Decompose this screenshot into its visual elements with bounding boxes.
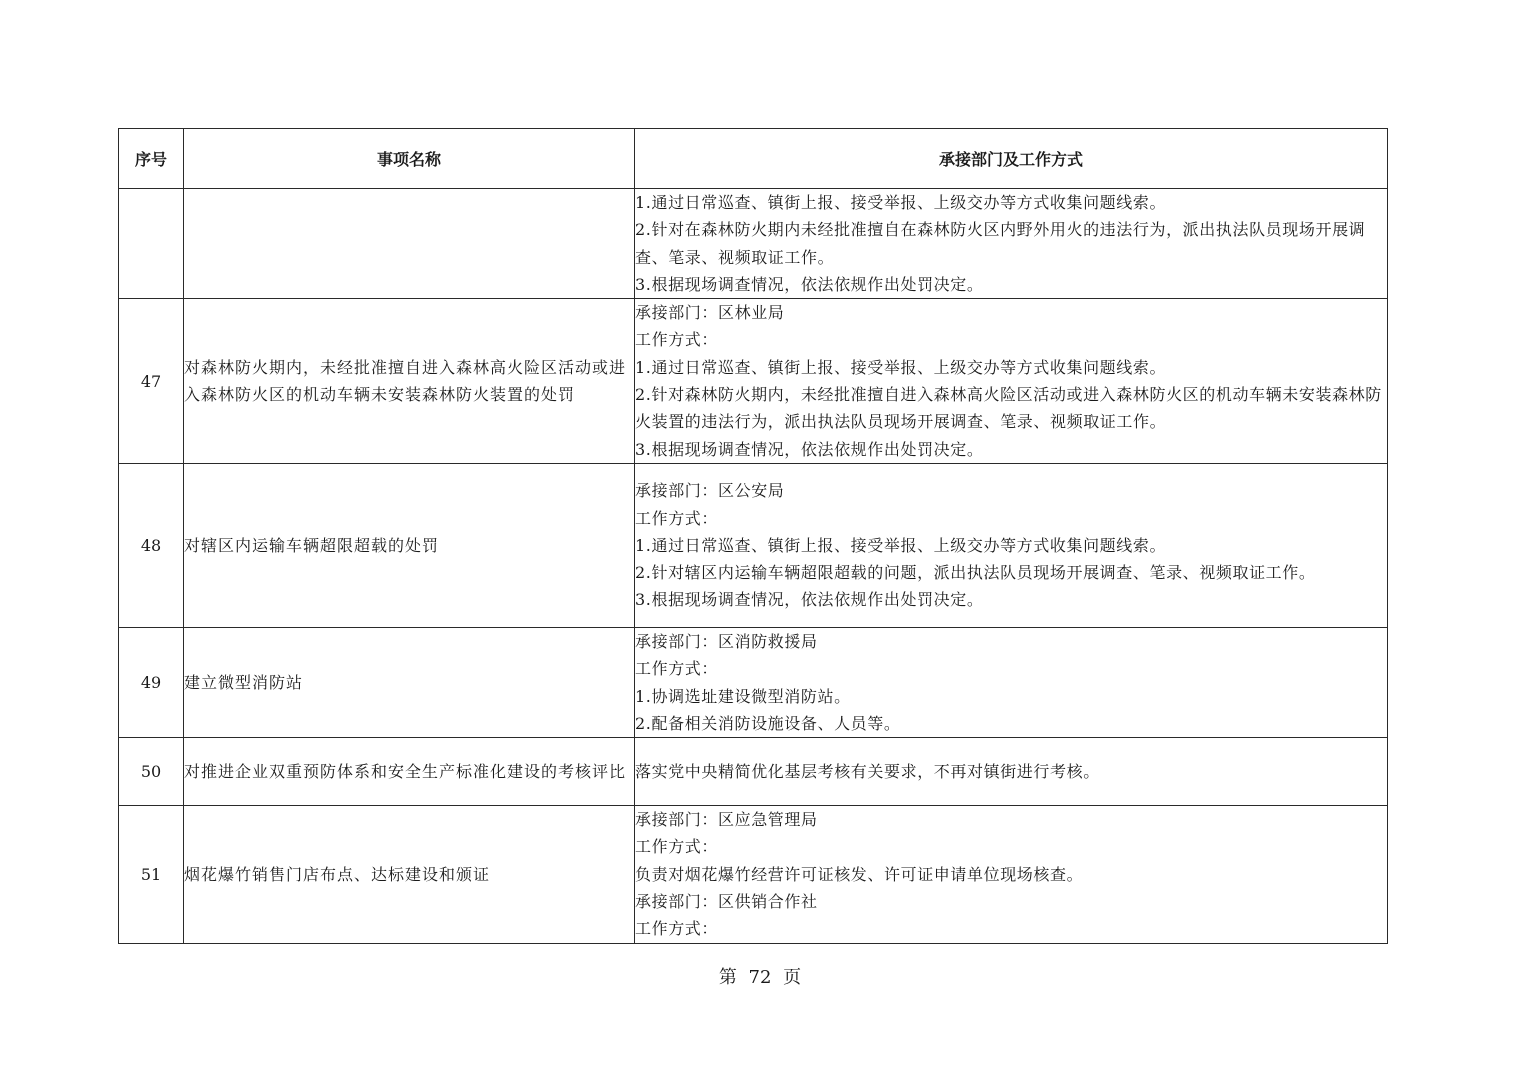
method-line: 1.通过日常巡查、镇街上报、接受举报、上级交办等方式收集问题线索。	[635, 193, 1167, 212]
table-row	[119, 627, 1388, 737]
row-name: 对辖区内运输车辆超限超载的处罚	[184, 463, 635, 627]
method-line: 3.根据现场调查情况，依法依规作出处罚决定。	[635, 274, 984, 294]
row-num: 48	[119, 463, 184, 627]
row-name: 建立微型消防站	[184, 627, 635, 737]
method-line: 工作方式：	[635, 837, 719, 857]
table-row	[119, 189, 1388, 299]
items-table	[118, 128, 1388, 944]
table-row	[119, 738, 1388, 806]
method-line: 2.配备相关消防设施设备、人员等。	[635, 713, 901, 733]
row-num	[119, 189, 184, 299]
method-line: 2.针对森林防火期内，未经批准擅自进入森林高火险区活动或进入森林防火区的机动车辆未安装森林防火装置的违法行为，派出执法队员现场开展调查、笔录、视频取证工作。	[635, 385, 1382, 432]
method-line: 工作方式：	[635, 919, 719, 939]
method-line: 2.针对在森林防火期内未经批准擅自在森林防火区内野外用火的违法行为，派出执法队员现场开展调查、笔录、视频取证工作。	[635, 220, 1366, 267]
table-row	[119, 463, 1388, 627]
method-line: 承接部门：区供销合作社	[635, 892, 818, 912]
method-line: 1.协调选址建设微型消防站。	[635, 686, 851, 706]
method-line: 2.针对辖区内运输车辆超限超载的问题，派出执法队员现场开展调查、笔录、视频取证工作。	[635, 563, 1316, 583]
method-line: 工作方式：	[635, 508, 719, 528]
method-line: 承接部门：区林业局	[635, 303, 785, 323]
row-name	[184, 189, 635, 299]
row-name: 烟花爆竹销售门店布点、达标建设和颁证	[184, 806, 635, 943]
method-line: 负责对烟花爆竹经营许可证核发、许可证申请单位现场核查。	[635, 864, 1084, 884]
method-line: 3.根据现场调查情况，依法依规作出处罚决定。	[635, 439, 984, 459]
row-name: 对推进企业双重预防体系和安全生产标准化建设的考核评比	[184, 738, 635, 806]
method-line: 落实党中央精简优化基层考核有关要求，不再对镇街进行考核。	[635, 762, 1100, 781]
table-row	[119, 299, 1388, 464]
method-line: 工作方式：	[635, 659, 719, 679]
row-method	[635, 738, 1388, 806]
header-num: 序号	[119, 129, 184, 189]
header-method: 承接部门及工作方式	[635, 129, 1388, 189]
row-method	[635, 806, 1388, 943]
row-num: 47	[119, 299, 184, 464]
row-method	[635, 463, 1388, 627]
row-num: 51	[119, 806, 184, 943]
table-header-row	[119, 129, 1388, 189]
method-line: 承接部门：区公安局	[635, 481, 785, 501]
method-line: 3.根据现场调查情况，依法依规作出处罚决定。	[635, 590, 984, 610]
row-method	[635, 189, 1388, 299]
row-num: 50	[119, 738, 184, 806]
row-method	[635, 627, 1388, 737]
header-name: 事项名称	[184, 129, 635, 189]
row-name: 对森林防火期内，未经批准擅自进入森林高火险区活动或进入森林防火区的机动车辆未安装森林防火装置的处罚	[184, 299, 635, 464]
method-line: 承接部门：区消防救援局	[635, 631, 818, 651]
page-number: 第 72 页	[718, 967, 802, 988]
table-row	[119, 806, 1388, 943]
method-line: 1.通过日常巡查、镇街上报、接受举报、上级交办等方式收集问题线索。	[635, 357, 1167, 377]
method-line: 1.通过日常巡查、镇街上报、接受举报、上级交办等方式收集问题线索。	[635, 535, 1167, 555]
method-line: 承接部门：区应急管理局	[635, 810, 818, 830]
row-method	[635, 299, 1388, 464]
method-line: 工作方式：	[635, 330, 719, 350]
row-num: 49	[119, 627, 184, 737]
